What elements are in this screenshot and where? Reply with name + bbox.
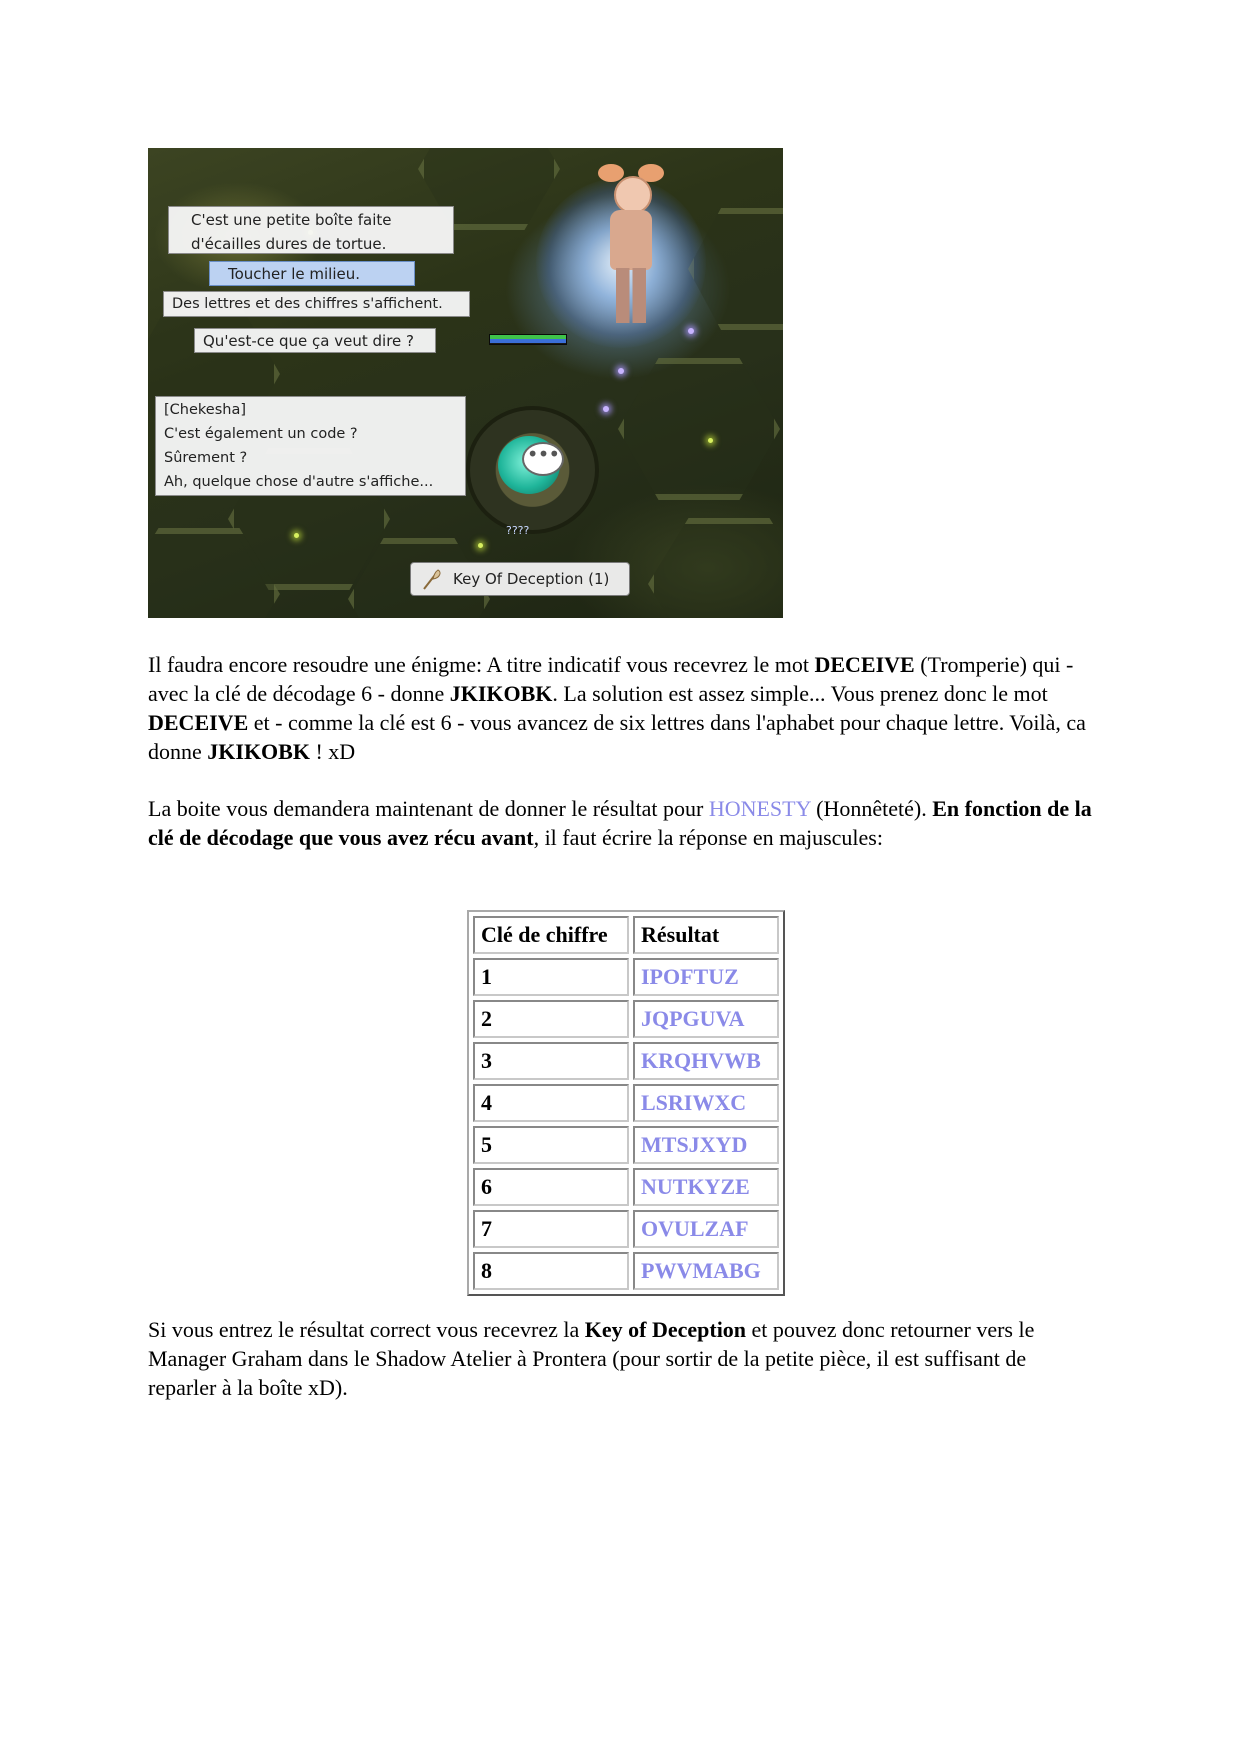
text: (Tromperie) qui - avec la clé de décodage 6 - donne bbox=[148, 652, 1074, 706]
cipher-key-cell: 3 bbox=[473, 1042, 629, 1080]
cipher-key-cell: 7 bbox=[473, 1210, 629, 1248]
game-screenshot bbox=[148, 148, 783, 618]
text: (Honnêteté). bbox=[810, 796, 933, 821]
paragraph-conclusion bbox=[148, 1315, 1098, 1402]
text: Il faudra encore resoudre une énigme: A titre indicatif vous recevrez le mot bbox=[148, 652, 815, 677]
word-jkikobk: JKIKOBK bbox=[449, 681, 553, 706]
honesty-link[interactable]: HONESTY bbox=[708, 796, 811, 821]
text: et pouvez donc retourner vers le Manager Graham dans le Shadow Atelier à Prontera (pour sortir de la petite pièce, il est suffisant de reparler à la boîte xD). bbox=[148, 1317, 1035, 1400]
npc-name-label: ???? bbox=[506, 524, 530, 537]
result-link[interactable]: LSRIWXC bbox=[633, 1084, 779, 1122]
sp-fill bbox=[490, 339, 566, 343]
sparkle bbox=[688, 328, 694, 334]
bold-instruction: En fonction de la clé de décodage que vous avez récu avant bbox=[148, 796, 1092, 850]
table-row bbox=[473, 1168, 779, 1206]
dialog-box-chekesha bbox=[155, 396, 466, 496]
dialog-box-description bbox=[168, 206, 454, 254]
table-row bbox=[473, 1252, 779, 1290]
dialog-line: Sûrement ? bbox=[164, 450, 248, 466]
character-head bbox=[614, 176, 652, 214]
cipher-key-cell: 6 bbox=[473, 1168, 629, 1206]
cipher-key-cell: 5 bbox=[473, 1126, 629, 1164]
dialog-line: C'est une petite boîte faite bbox=[191, 211, 392, 229]
text: et - comme la clé est 6 - vous avancez de six lettres dans l'aphabet pour chaque lettre. Voilà, ca donne bbox=[148, 710, 1086, 764]
cipher-key-cell: 4 bbox=[473, 1084, 629, 1122]
text: ! xD bbox=[309, 739, 356, 764]
floor-tile bbox=[648, 518, 783, 618]
paragraph-instruction bbox=[148, 794, 1098, 852]
paragraph-riddle bbox=[148, 650, 1098, 766]
firefly bbox=[294, 533, 299, 538]
result-link[interactable]: NUTKYZE bbox=[633, 1168, 779, 1206]
firefly bbox=[708, 438, 713, 443]
floor-tile bbox=[618, 358, 780, 500]
table-row bbox=[473, 958, 779, 996]
item-obtained-label: Key Of Deception (1) bbox=[453, 570, 610, 588]
result-link[interactable]: JQPGUVA bbox=[633, 1000, 779, 1038]
sparkle bbox=[603, 406, 609, 412]
result-link[interactable]: KRQHVWB bbox=[633, 1042, 779, 1080]
key-of-deception-bold: Key of Deception bbox=[584, 1317, 747, 1342]
cipher-key-cell: 1 bbox=[473, 958, 629, 996]
table-header-row bbox=[473, 916, 779, 954]
dialog-speaker: [Chekesha] bbox=[164, 402, 246, 418]
choice-touch-middle[interactable]: Toucher le milieu. bbox=[209, 261, 415, 286]
choice-what-does-it-mean[interactable]: Qu'est-ce que ça veut dire ? bbox=[194, 328, 436, 353]
word-deceive: DECEIVE bbox=[148, 710, 249, 735]
dialog-line: d'écailles dures de tortue. bbox=[191, 235, 387, 253]
text: La boite vous demandera maintenant de donner le résultat pour bbox=[148, 796, 709, 821]
feather-key-icon bbox=[421, 567, 443, 591]
table-row bbox=[473, 1042, 779, 1080]
header-result: Résultat bbox=[633, 916, 779, 954]
text: . La solution est assez simple... Vous prenez donc le mot bbox=[552, 681, 1048, 706]
table-row bbox=[473, 1210, 779, 1248]
sparkle bbox=[618, 368, 624, 374]
item-obtained-notice bbox=[410, 562, 630, 596]
dialog-line: Ah, quelque chose d'autre s'affiche... bbox=[164, 474, 434, 490]
result-link[interactable]: OVULZAF bbox=[633, 1210, 779, 1248]
table-row bbox=[473, 1000, 779, 1038]
result-link[interactable]: IPOFTUZ bbox=[633, 958, 779, 996]
header-cipher-key: Clé de chiffre bbox=[473, 916, 629, 954]
chat-bubble-icon[interactable] bbox=[522, 442, 564, 476]
table-row bbox=[473, 1126, 779, 1164]
result-link[interactable]: PWVMABG bbox=[633, 1252, 779, 1290]
chat-bubble-dots: ••• bbox=[526, 442, 560, 466]
character-legs bbox=[616, 268, 646, 323]
player-character[interactable] bbox=[596, 160, 666, 340]
text: , il faut écrire la réponse en majuscules: bbox=[533, 825, 883, 850]
character-body bbox=[610, 210, 652, 270]
firefly bbox=[478, 543, 483, 548]
cipher-key-cell: 8 bbox=[473, 1252, 629, 1290]
word-deceive: DECEIVE bbox=[814, 652, 915, 677]
table-row bbox=[473, 1084, 779, 1122]
word-jkikobk: JKIKOBK bbox=[207, 739, 310, 764]
cipher-key-cell: 2 bbox=[473, 1000, 629, 1038]
dialog-line: C'est également un code ? bbox=[164, 426, 358, 442]
cipher-table bbox=[467, 910, 785, 1296]
dialog-box-letters: Des lettres et des chiffres s'affichent. bbox=[163, 291, 470, 317]
text: Si vous entrez le résultat correct vous recevrez la bbox=[148, 1317, 585, 1342]
result-link[interactable]: MTSJXYD bbox=[633, 1126, 779, 1164]
hp-sp-bar bbox=[489, 334, 567, 345]
